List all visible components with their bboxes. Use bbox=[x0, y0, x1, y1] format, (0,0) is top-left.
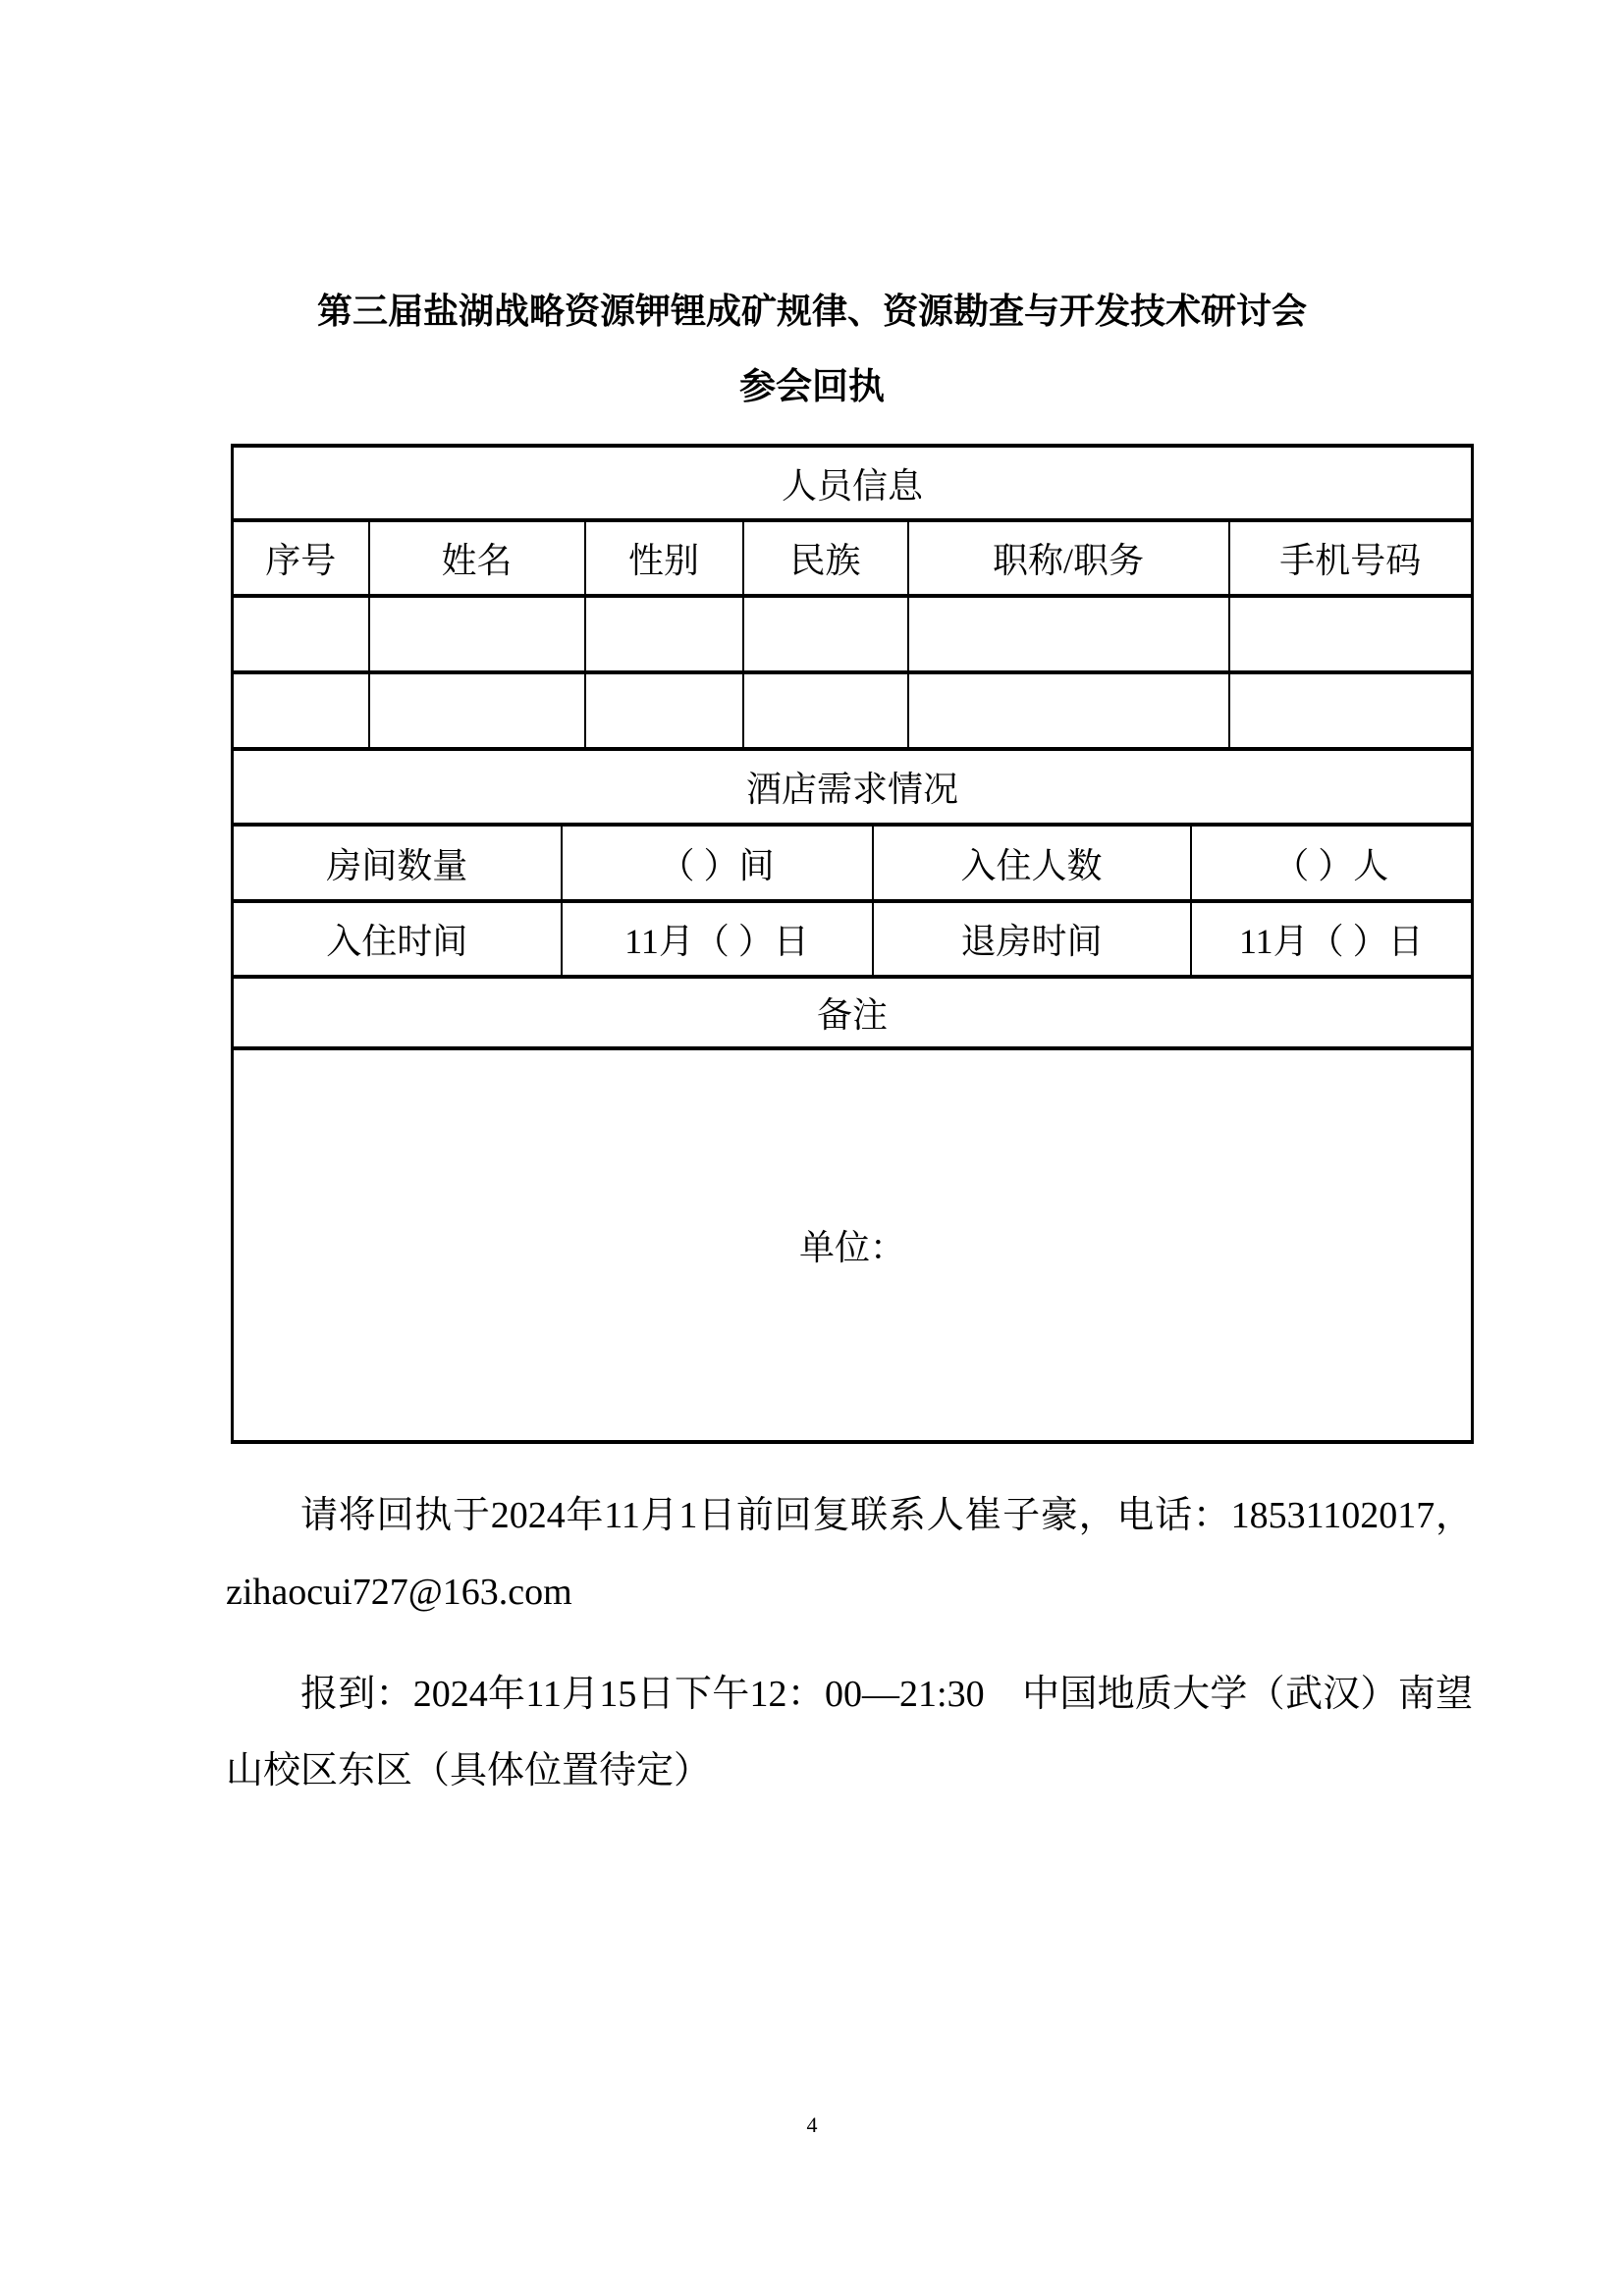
personnel-empty-row bbox=[233, 596, 1473, 672]
unit-label: 单位： bbox=[233, 1048, 1473, 1442]
col-header-seq: 序号 bbox=[233, 520, 369, 596]
hotel-label-checkout-time: 退房时间 bbox=[873, 901, 1191, 977]
empty-cell-phone bbox=[1229, 596, 1473, 672]
remarks-header-row bbox=[233, 977, 1473, 1048]
col-header-ethnicity: 民族 bbox=[743, 520, 908, 596]
col-header-title-position: 职称/职务 bbox=[908, 520, 1229, 596]
hotel-value-checkin-time: 11月（ ）日 bbox=[562, 901, 873, 977]
registration-form-table bbox=[231, 444, 1474, 1444]
empty-cell-seq bbox=[233, 672, 369, 749]
empty-cell-name bbox=[369, 672, 585, 749]
personnel-empty-row bbox=[233, 672, 1473, 749]
remarks-title: 备注 bbox=[233, 977, 1473, 1048]
hotel-section-header-row bbox=[233, 749, 1473, 825]
hotel-row-rooms bbox=[233, 825, 1473, 901]
col-header-phone: 手机号码 bbox=[1229, 520, 1473, 596]
page-number: 4 bbox=[806, 2112, 818, 2137]
hotel-section-title: 酒店需求情况 bbox=[233, 749, 1473, 825]
reply-note: 请将回执于2024年11月1日前回复联系人崔子豪，电话：18531102017，zihaocui727@163.com bbox=[226, 1495, 1473, 1613]
hotel-label-checkin-time: 入住时间 bbox=[233, 901, 562, 977]
document-heading bbox=[0, 0, 1624, 426]
hotel-value-room-count: （ ）间 bbox=[562, 825, 873, 901]
hotel-value-checkout-time: 11月（ ）日 bbox=[1191, 901, 1473, 977]
unit-row bbox=[233, 1048, 1473, 1442]
hotel-label-room-count: 房间数量 bbox=[233, 825, 562, 901]
empty-cell-name bbox=[369, 596, 585, 672]
empty-cell-gender bbox=[585, 596, 743, 672]
personnel-section-title: 人员信息 bbox=[233, 446, 1473, 520]
col-header-gender: 性别 bbox=[585, 520, 743, 596]
empty-cell-title-position bbox=[908, 596, 1229, 672]
empty-cell-ethnicity bbox=[743, 596, 908, 672]
hotel-label-guest-count: 入住人数 bbox=[873, 825, 1191, 901]
empty-cell-phone bbox=[1229, 672, 1473, 749]
hotel-value-guest-count: （ ）人 bbox=[1191, 825, 1473, 901]
personnel-columns-row bbox=[233, 520, 1473, 596]
document-title: 第三届盐湖战略资源钾锂成矿规律、资源勘查与开发技术研讨会 bbox=[316, 292, 1307, 331]
document-subtitle: 参会回执 bbox=[739, 367, 885, 407]
empty-cell-gender bbox=[585, 672, 743, 749]
col-header-name: 姓名 bbox=[369, 520, 585, 596]
empty-cell-seq bbox=[233, 596, 369, 672]
checkin-note: 报到：2024年11月15日下午12：00—21:30 中国地质大学（武汉）南望山校区东区（具体位置待定） bbox=[226, 1674, 1473, 1791]
hotel-row-dates bbox=[233, 901, 1473, 977]
empty-cell-ethnicity bbox=[743, 672, 908, 749]
empty-cell-title-position bbox=[908, 672, 1229, 749]
personnel-section-header-row bbox=[233, 446, 1473, 520]
